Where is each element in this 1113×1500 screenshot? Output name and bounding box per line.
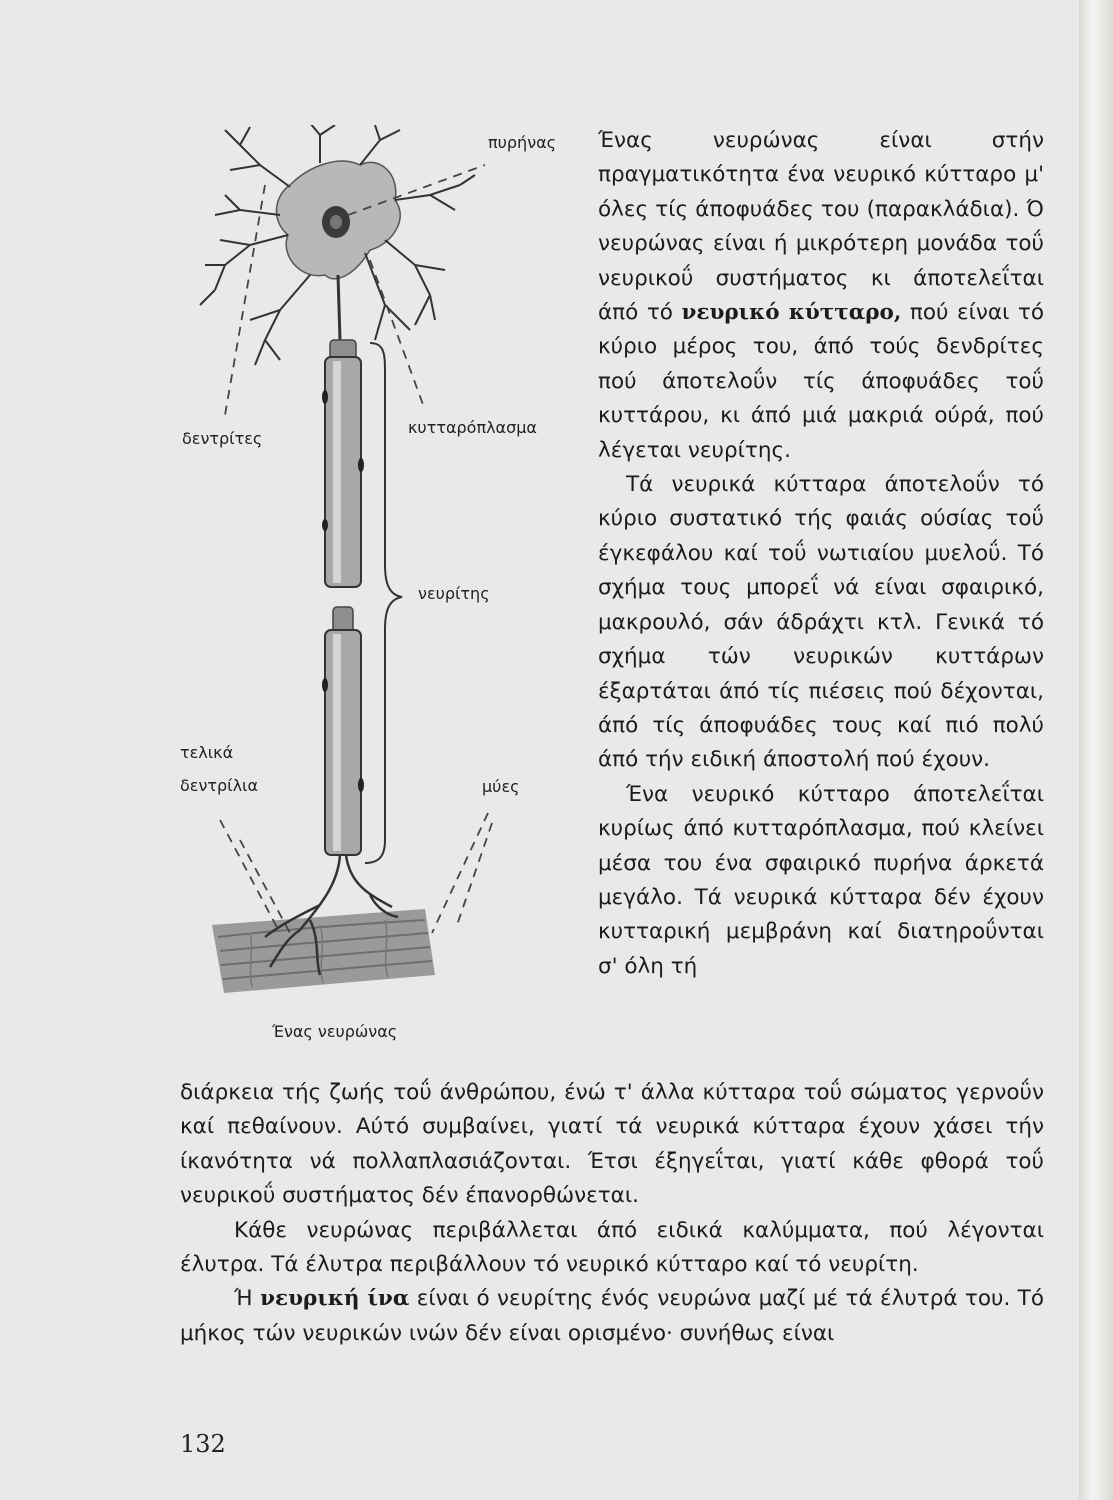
term-nerve-fiber: νευρική ίνα xyxy=(260,1286,410,1312)
label-nucleus: πυρήνας xyxy=(488,133,557,152)
neurite-upper xyxy=(322,340,364,587)
right-column-text xyxy=(598,124,1044,984)
page-number: 132 xyxy=(180,1430,226,1458)
label-terminal-line2: δεντρίλια xyxy=(180,776,259,795)
muscle-tissue xyxy=(212,909,435,993)
neuron-diagram xyxy=(170,125,590,1055)
label-muscles: μύες xyxy=(482,777,520,796)
cell-body xyxy=(276,161,400,279)
neurite-brace xyxy=(365,343,402,863)
label-cytoplasm: κυτταρόπλασμα xyxy=(408,418,537,437)
label-dendrites: δεντρίτες xyxy=(182,429,263,448)
paragraph-5: Ή νευρική ίνα είναι ό νευρίτης ένός νευρώνα μαζί μέ τά έλυτρά του. Τό μήκος τών νευρικών ινών δέν είναι ορισμένο· συνήθως είναι xyxy=(180,1286,1044,1346)
paragraph-2: Τά νευρικά κύτταρα άποτελοΰν τό κύριο συστατικό τής φαιάς ούσίας τοΰ έγκεφάλου καί τοΰ νωτιαίου μυελοΰ. Τό σχήμα τους μπορεΐ νά είναι σφαιρικό, μακρουλό, σάν άδράχτι κτλ. Γενικά τό σχήμα τών νευρικών κυττάρων έξαρτάται άπό τίς πιέσεις πού δέχονται, άπό τίς άποφυάδες τους καί πιό πολύ άπό τήν ειδική άποστολή πού έχουν. xyxy=(598,472,1044,773)
page-edge xyxy=(1079,0,1113,1500)
paragraph-3-start: Ένα νευρικό κύτταρο άποτελεΐται κυρίως άπό κυτταρόπλασμα, πού κλείνει μέσα του ένα σφαιρικό πυρήνα άρκετά μεγάλο. Τά νευρικά κύτταρα δέν έχουν κυτταρική μεμβράνη καί διατηροΰνται σ' όλη τή xyxy=(598,781,1044,979)
term-nerve-cell: νευρικό κύτταρο, xyxy=(681,300,902,326)
label-terminal-line1: τελικά xyxy=(180,743,234,762)
paragraph-3-end: διάρκεια τής ζωής τοΰ άνθρώπου, ένώ τ' άλλα κύτταρα τοΰ σώματος γερνοΰν καί πεθαίνουν. Αύτό συμβαίνει, γιατί τά νευρικά κύτταρα έχουν χάσει τήν ίκανότητα νά πολλαπλασιάζονται. Έτσι έξηγεΐται, γιατί κάθε φθορά τοΰ νευρικοΰ συστήματος δέν έπανορθώνεται. xyxy=(180,1080,1044,1209)
figure-caption: Ένας νευρώνας xyxy=(272,1022,398,1041)
neurite-lower xyxy=(322,607,364,855)
paragraph-1: Ένας νευρώνας είναι στήν πραγματικότητα ένα νευρικό κύτταρο μ' όλες τίς άποφυάδες του (παρακλάδια). Ό νευρώνας είναι ή μικρότερη μονάδα τοΰ νευρικοΰ συστήματος κι άποτελεΐται άπό τό νευρικό κύτταρο, πού είναι τό κύριο μέρος του, άπό τούς δενδρίτες πού άποτελοΰν τίς άποφυάδες τοΰ κυττάρου, κι άπό μιά μακριά ούρά, πού λέγεται νευρίτης. xyxy=(598,128,1045,463)
paragraph-4: Κάθε νευρώνας περιβάλλεται άπό ειδικά καλύμματα, πού λέγονται έλυτρα. Τά έλυτρα περιβάλλουν τό νευρικό κύτταρο καί τό νευρίτη. xyxy=(180,1217,1044,1278)
full-width-text xyxy=(180,1076,1044,1351)
label-neurite: νευρίτης xyxy=(418,584,490,603)
neuron-figure xyxy=(170,125,590,1055)
